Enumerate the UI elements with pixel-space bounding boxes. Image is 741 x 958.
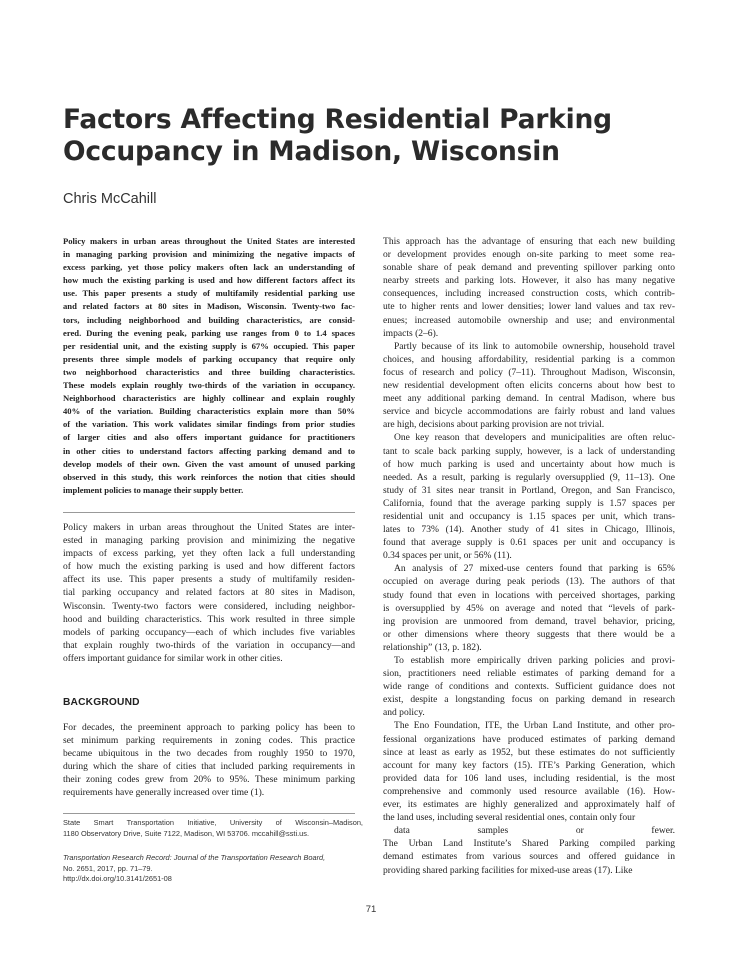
text-line: An analysis of 27 mixed-use centers found that parking is 65% [394,563,675,575]
text-line: ing provision are unmoored from demand, travel behavior, pricing, [383,615,675,627]
text-line: This approach has the advantage of ensuring that each new building [383,236,675,247]
author-affiliation [63,818,363,839]
author-name: Chris McCahill [63,191,157,207]
text-line: service and bicycle accommodations are fairly robust and land values [383,406,675,418]
page-number: 71 [365,904,377,915]
journal-citation [63,853,363,885]
text-line: provided data for 106 land uses, including residential, is the most [383,772,675,784]
text-line: needed. As a result, parking is regularly oversupplied (9, 11–13). One [383,471,675,483]
text-line: providing shared parking facilities for mixed-use areas (17). Like [383,864,633,876]
text-line: Wisconsin. Twenty-two factors were considered, including neighbor- [63,600,355,612]
text-line: exist, despite a longstanding focus on parking demand in research [383,694,675,706]
text-line: that explain roughly two-thirds of the variation in occupancy—and [63,639,355,651]
text-line: two neighborhood characteristics and three building characteristics. [63,366,355,377]
text-line: set minimum parking requirements in zoning codes. This practice [63,735,355,747]
abstract [63,235,355,497]
introduction [63,521,355,665]
text-line: in managing parking provision and minimizing the negative impacts of [63,249,355,260]
abstract-divider [63,512,355,513]
text-line: 1180 Observatory Drive, Suite 7122, Madison, WI 53706. mccahill@ssti.us. [63,828,310,838]
text-line: impacts (2–6). [383,327,439,339]
text-line: data samples or fewer. [394,825,675,837]
text-line: in other cities to understand factors affecting parking demand and to [63,445,355,456]
text-line: wide range of conditions and contexts. Sufficient guidance does not [383,681,675,693]
text-line: per residential unit, and the existing supply is 67% occupied. This paper [63,340,355,351]
text-line: lates to 73% (14). Another study of 41 sites in Chicago, Illinois, [383,524,675,536]
text-line: State Smart Transportation Initiative, University of Wisconsin–Madison, [63,818,363,827]
text-line: These models explain roughly two-thirds of the variation in occupancy. [63,380,355,391]
text-line: the land uses, including several residential ones, contain only four [383,812,636,824]
text-line: ever, its estimates are highly generalized and approximately half of [383,799,675,811]
text-line: choices, and housing affordability, residential parking is a common [383,353,675,365]
text-line: found that average supply is 0.61 spaces per unit and occupancy is [383,537,675,549]
section-heading: BACKGROUND [63,697,140,708]
text-line: demand estimates from various sources and offered guidance in [383,851,675,863]
text-line: 40% of the variation. Building characteristics explain more than 50% [63,406,355,417]
text-line: develop models of their own. Given the vast amount of unused parking [63,458,355,469]
text-line: impacts of excess parking, yet they often lack a full understanding [63,548,355,560]
text-line: occupied on average during peak periods (13). The authors of that [383,576,675,588]
title-line: Factors Affecting Residential Parking [63,104,612,135]
text-line: meet any additional parking demand. In central Madison, where bus [383,393,675,405]
text-line: implement policies to manage their supply better. [63,484,244,495]
text-line: and policy. [383,707,425,719]
text-line: tors, including neighborhood and building characteristics, are consid- [63,314,355,325]
text-line: fessional organizations have produced estimates of parking demand [383,733,675,745]
text-line: are high, decisions about parking provision are not trivial. [383,419,605,431]
text-line: excess parking, yet those policy makers often lack an understanding of [63,262,355,273]
text-line: use. This paper presents a study of multifamily residential parking use [63,288,355,299]
text-line: how much the existing parking is used and how different factors affect its [63,275,355,286]
text-line: sion, practitioners need reliable estimates of parking demand for a [383,668,675,680]
text-line: and related factors at 80 sites in Madison, Wisconsin. Twenty-two fac- [63,301,355,312]
text-line: The Eno Foundation, ITE, the Urban Land Institute, and other pro- [394,720,675,732]
text-line: residential unit and occupancy is 1.15 spaces per unit, which trans- [383,510,675,522]
text-line: since at least as early as 1952, but these estimates do not sufficiently [383,746,675,758]
text-line: enues; increased automobile ownership and use; and environmental [383,314,675,326]
text-line: For decades, the preeminent approach to parking policy has been to [63,722,355,733]
text-line: sonable share of peak demand and preventing spillover parking onto [383,262,675,274]
text-line: observed in this study, this work reinforces the notion that cities should [63,471,355,482]
text-line: 0.34 spaces per unit, or 56% (11). [383,550,512,562]
text-line: One key reason that developers and municipalities are often reluc- [394,432,675,444]
text-line: ered. During the evening peak, parking use ranges from 0 to 1.4 spaces [63,327,355,338]
text-line: their zoning codes grew from 20% to 95%. These minimum parking [63,774,355,786]
text-line: The Urban Land Institute’s Shared Parking compiled parking [383,838,675,850]
text-line: hood and building characteristics. This work resulted in three simple [63,613,355,625]
text-line: offers important guidance for similar work in other cities. [63,652,283,664]
text-line: requirements have generally increased over time (1). [63,787,265,799]
text-line: relationship” (13, p. 182). [383,641,482,653]
text-line: California, found that the average parking supply is 1.57 spaces per [383,497,675,509]
text-line: presents three simple models of parking occupancy that require only [63,353,355,364]
footnote-divider [63,813,355,814]
text-line: new residential development often elicits concerns about how best to [383,380,675,392]
text-line: Partly because of its link to automobile ownership, household travel [394,340,675,352]
text-line: Neighborhood characteristics are highly collinear and explain roughly [63,393,355,404]
text-line: during which the share of cities that included parking requirements in [63,761,355,773]
text-line: became ubiquitous in the two decades from roughly 1950 to 1970, [63,748,355,760]
text-line: comprehensive and commonly used resource available (16). How- [383,785,675,797]
title-line: Occupancy in Madison, Wisconsin [63,136,560,167]
text-line: affect its use. This paper presents a study of multifamily residen- [63,574,355,586]
body-right-column [383,235,675,877]
text-line: of how much the existing parking is used and how different factors [63,561,355,573]
text-line: ute to higher rents and lower densities; lower land values and tax rev- [383,301,675,313]
background-section [63,721,355,800]
text-line: of the variation. This work validates similar findings from prior studies [63,419,355,430]
text-line: Transportation Research Record: Journal of the Transportation Research Board, [63,853,326,862]
text-line: study of 31 sites near transit in Portland, Oregon, and San Francisco, [383,484,675,496]
text-line: or development provides enough on-site parking to meet some rea- [383,249,675,261]
paper-title [63,104,683,168]
text-line: models of parking occupancy—each of which includes five variables [63,626,355,638]
text-line: tial parking occupancy and related factors at 80 sites in Madison, [63,587,355,599]
text-line: focus of research and policy (7–11). Throughout Madison, Wisconsin, [383,366,675,378]
text-line: No. 2651, 2017, pp. 71–79. [63,863,153,873]
text-line: ested in managing parking provision and minimizing the negative [63,535,355,547]
text-line: Policy makers in urban areas throughout the United States are inter- [63,522,355,533]
text-line: tant to scale back parking supply, however, is a lack of understanding [383,445,675,457]
text-line: To establish more empirically driven parking policies and provi- [394,655,675,666]
text-line: Policy makers in urban areas throughout the United States are interested [63,236,355,246]
text-line: or other dimensions where theory suggests that there would be a [383,628,675,640]
text-line: consequences, including increased construction costs, which contrib- [383,288,675,300]
text-line: of larger cities and also offers important guidance for practitioners [63,432,355,443]
text-line: study found that even in locations with perceived shortages, parking [383,589,675,601]
text-line: of how much parking is used and uncertainty about how much is [383,458,675,470]
text-line: http://dx.doi.org/10.3141/2651-08 [63,874,172,883]
text-line: account for many key factors (15). ITE’s Parking Generation, which [383,759,675,771]
text-line: nearby streets and parking lots. However, it also has many negative [383,275,675,287]
text-line: is oversupplied by 45% on average and noted that “levels of park- [383,602,675,614]
